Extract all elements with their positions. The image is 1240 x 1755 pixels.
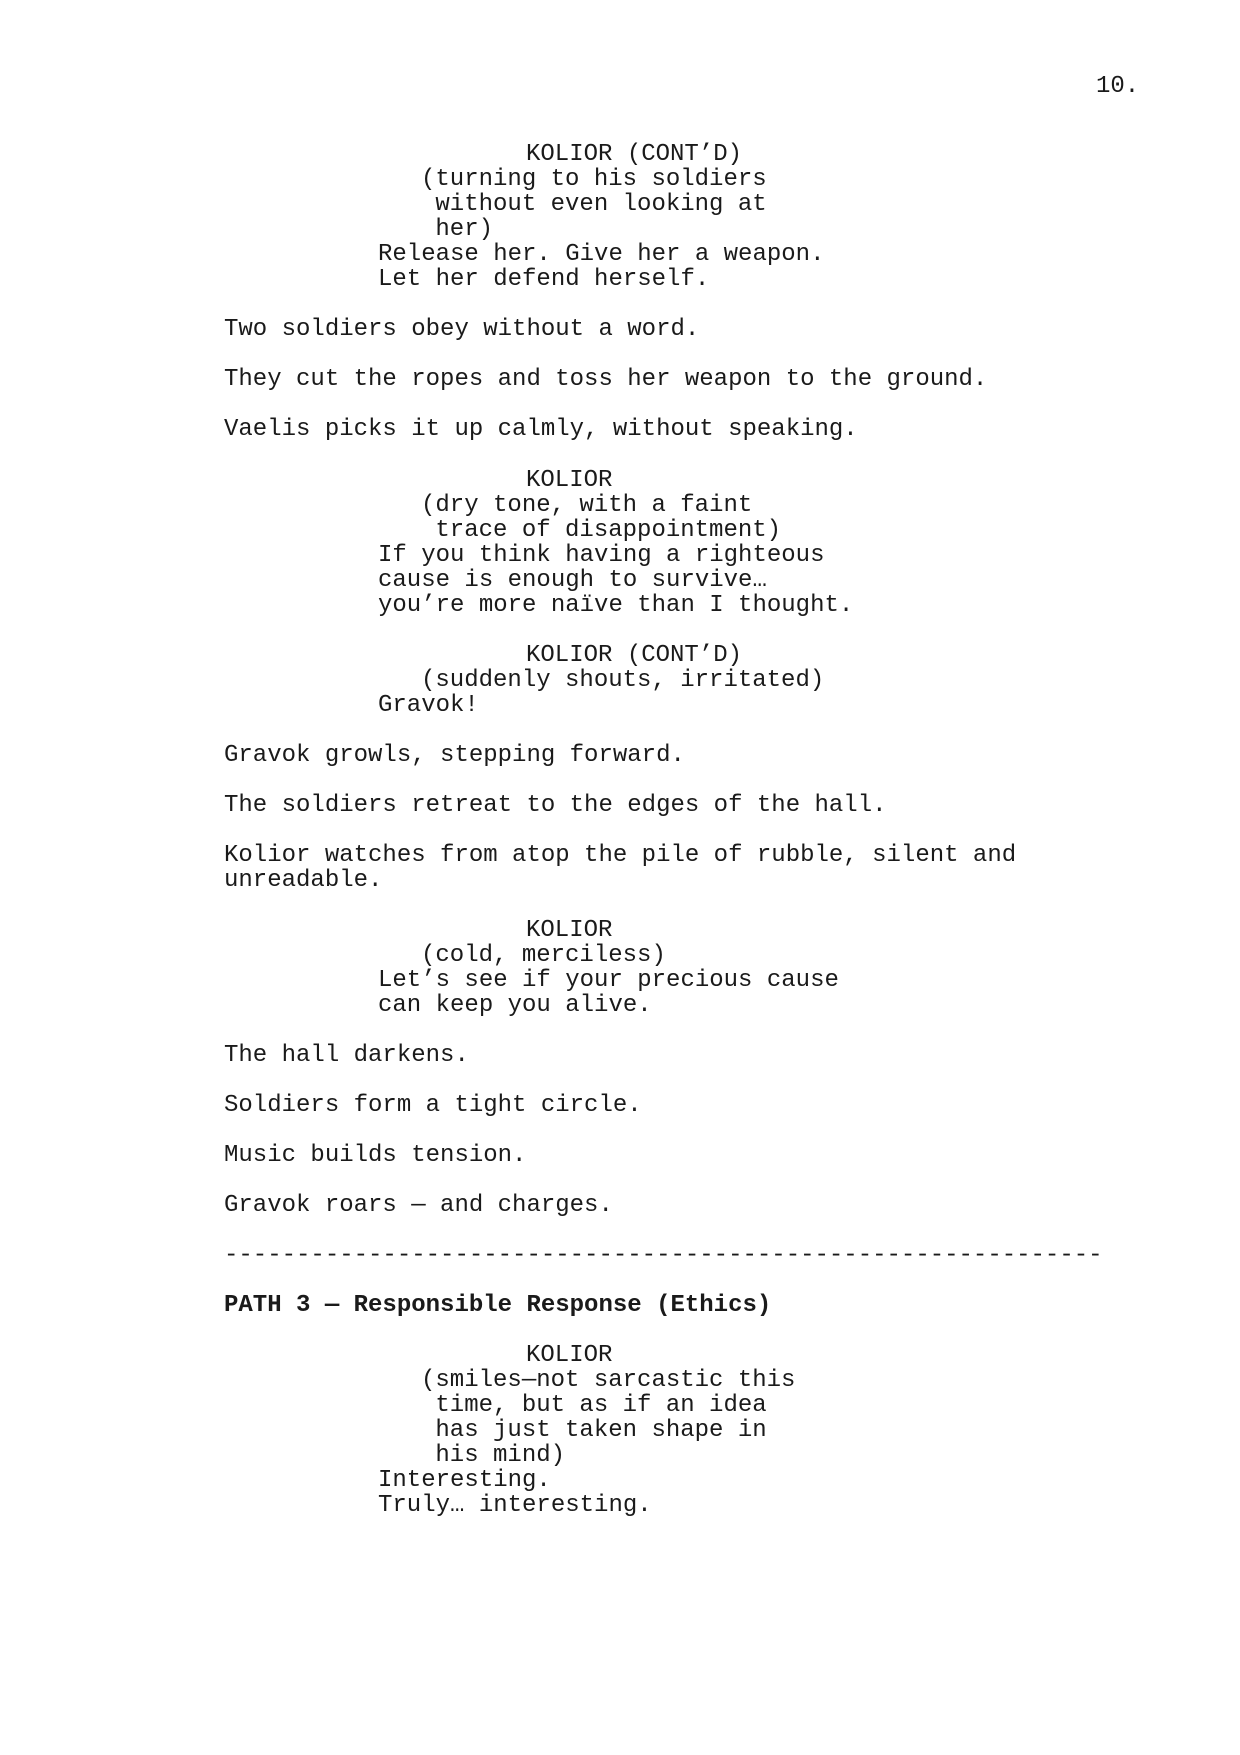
parenthetical-line: trace of disappointment) <box>421 517 782 544</box>
action-line: Music builds tension. <box>224 1142 527 1169</box>
character-cue: KOLIOR <box>526 917 613 944</box>
parenthetical-line: has just taken shape in <box>421 1417 767 1444</box>
parenthetical-line: (suddenly shouts, irritated) <box>421 667 825 694</box>
action-line: Kolior watches from atop the pile of rubble, silent and <box>224 842 1017 869</box>
dialogue-line: If you think having a righteous <box>378 542 825 569</box>
parenthetical-line: time, but as if an idea <box>421 1392 767 1419</box>
dialogue-line: Let her defend herself. <box>378 266 710 293</box>
action-line: Soldiers form a tight circle. <box>224 1092 642 1119</box>
parenthetical-line: (smiles—not sarcastic this <box>421 1367 796 1394</box>
character-cue: KOLIOR (CONT’D) <box>526 141 743 168</box>
page-number: 10. <box>1096 73 1140 100</box>
section-heading: PATH 3 — Responsible Response (Ethics) <box>224 1292 772 1319</box>
section-divider: ------------------------------------------------------------- <box>224 1242 1103 1269</box>
parenthetical-line: (turning to his soldiers <box>421 166 767 193</box>
dialogue-line: Release her. Give her a weapon. <box>378 241 825 268</box>
action-line: Two soldiers obey without a word. <box>224 316 700 343</box>
parenthetical-line: without even looking at <box>421 191 767 218</box>
character-cue: KOLIOR (CONT’D) <box>526 642 743 669</box>
action-line: The hall darkens. <box>224 1042 469 1069</box>
dialogue-line: Interesting. <box>378 1467 551 1494</box>
parenthetical-line: (dry tone, with a faint <box>421 492 753 519</box>
action-line: Gravok growls, stepping forward. <box>224 742 685 769</box>
parenthetical-line: her) <box>421 216 494 243</box>
action-line: Vaelis picks it up calmly, without speaking. <box>224 416 858 443</box>
parenthetical-line: his mind) <box>421 1442 566 1469</box>
parenthetical-line: (cold, merciless) <box>421 942 666 969</box>
character-cue: KOLIOR <box>526 1342 613 1369</box>
dialogue-line: cause is enough to survive… <box>378 567 767 594</box>
dialogue-line: Gravok! <box>378 692 479 719</box>
dialogue-line: Let’s see if your precious cause <box>378 967 839 994</box>
action-line: They cut the ropes and toss her weapon to the ground. <box>224 366 988 393</box>
dialogue-line: you’re more naïve than I thought. <box>378 592 854 619</box>
dialogue-line: Truly… interesting. <box>378 1492 652 1519</box>
action-line: The soldiers retreat to the edges of the hall. <box>224 792 887 819</box>
action-line: Gravok roars — and charges. <box>224 1192 613 1219</box>
dialogue-line: can keep you alive. <box>378 992 652 1019</box>
character-cue: KOLIOR <box>526 467 613 494</box>
action-line: unreadable. <box>224 867 383 894</box>
